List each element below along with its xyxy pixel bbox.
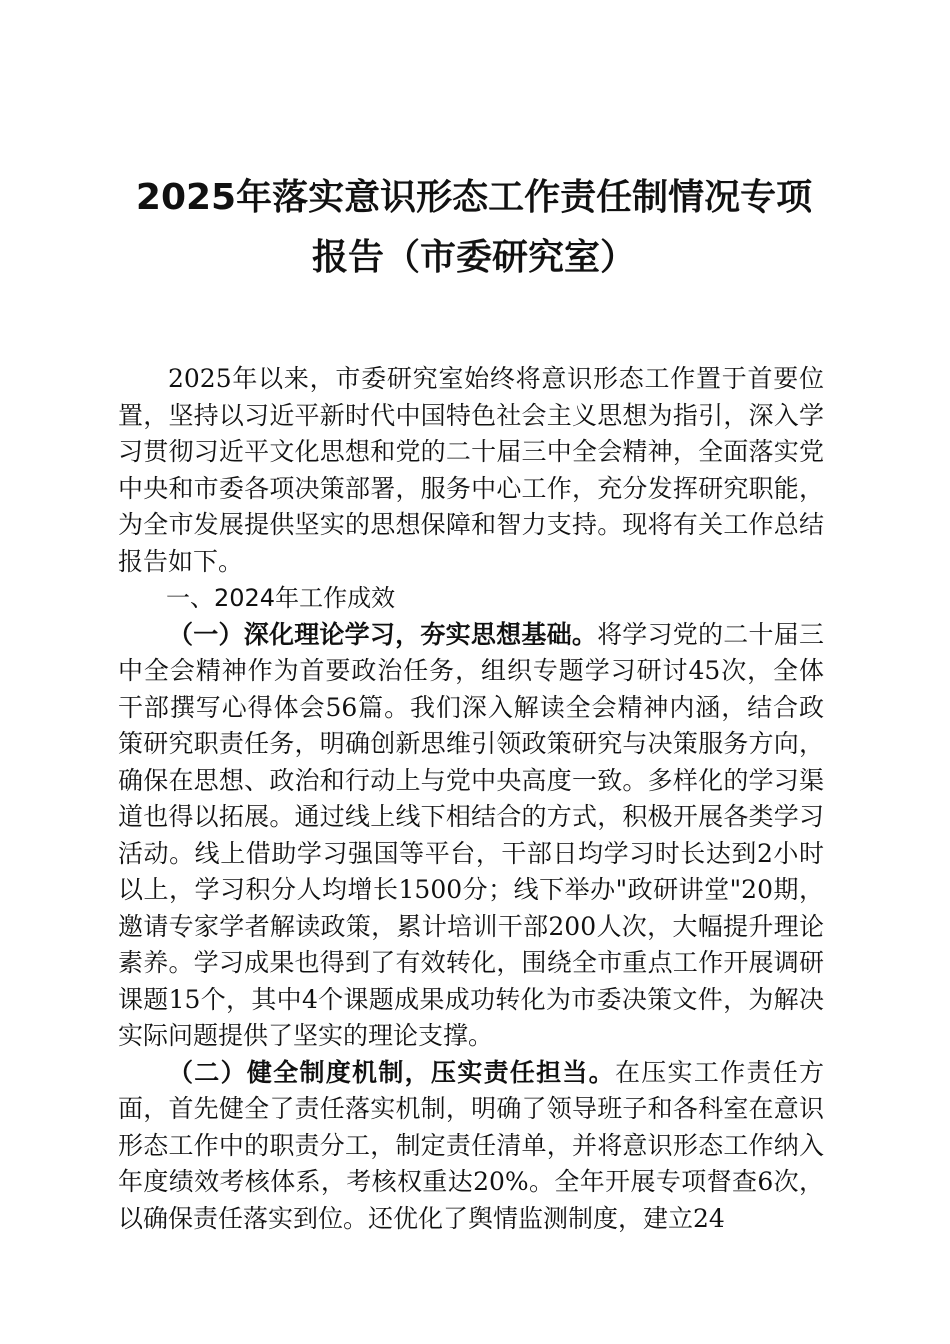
document-title: 2025年落实意识形态工作责任制情况专项报告（市委研究室） — [135, 177, 813, 278]
item-2-lead: （二）健全制度机制，压实责任担当。 — [168, 1057, 615, 1087]
paragraph-item-1 — [118, 617, 824, 1055]
section-heading: 一、2024年工作成效 — [166, 584, 396, 612]
item-1-body: 将学习党的二十届三中全会精神作为首要政治任务，组织专题学习研讨45次，全体干部撰写心得体会56篇。我们深入解读全会精神内涵，结合政策研究职责任务，明确创新思维引领政策研究与决策服务方向，确保在思想、政治和行动上与党中央高度一致。多样化的学习渠道也得以拓展。通过线上线下相结合的方式，积极开展各类学习活动。线上借助学习强国等平台，干部日均学习时长达到2小时以上，学习积分人均增长1500分；线下举办"政研讲堂"20期，邀请专家学者解读政策，累计培训干部200人次，大幅提升理论素养。学习成果也得到了有效转化，围绕全市重点工作开展调研课题15个，其中4个课题成果成功转化为市委决策文件，为解决实际问题提供了坚实的理论支撑。 — [118, 619, 824, 1050]
paragraph-item-2 — [118, 1055, 824, 1238]
item-2-body: 在压实工作责任方面，首先健全了责任落实机制，明确了领导班子和各科室在意识形态工作中的职责分工，制定责任清单，并将意识形态工作纳入年度绩效考核体系，考核权重达20%。全年开展专项督查6次，以确保责任落实到位。还优化了舆情监测制度，建立24 — [118, 1057, 824, 1233]
item-1-lead: （一）深化理论学习，夯实思想基础。 — [168, 619, 598, 649]
intro-paragraph: 2025年以来，市委研究室始终将意识形态工作置于首要位置，坚持以习近平新时代中国特色社会主义思想为指引，深入学习贯彻习近平文化思想和党的二十届三中全会精神，全面落实党中央和市委各项决策部署，服务中心工作，充分发挥研究职能，为全市发展提供坚实的思想保障和智力支持。现将有关工作总结报告如下。 — [118, 364, 824, 576]
document-body — [118, 361, 824, 1237]
